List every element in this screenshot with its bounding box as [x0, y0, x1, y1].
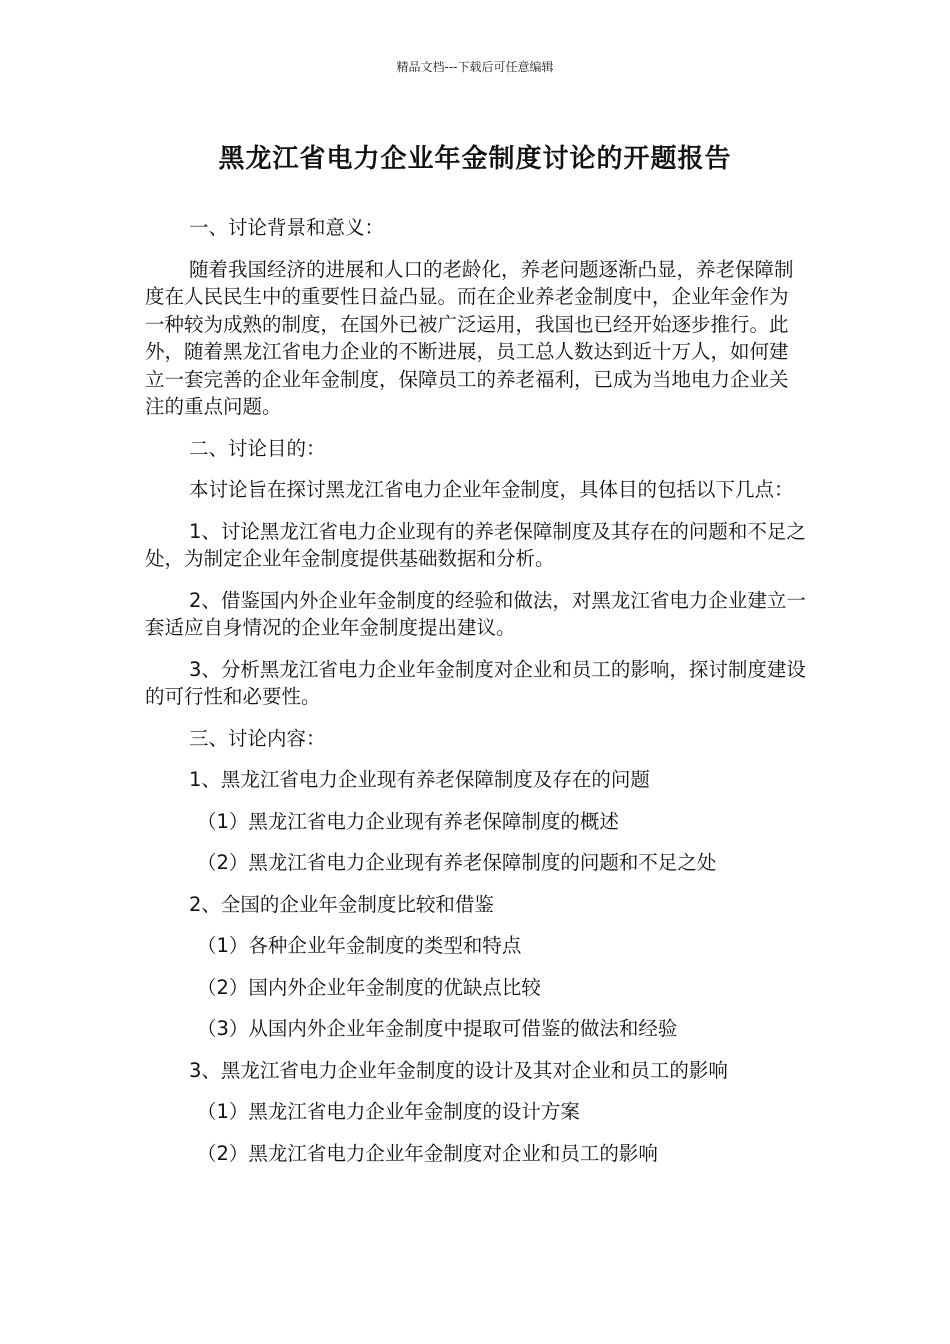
purpose-item: 3、分析黑龙江省电力企业年金制度对企业和员工的影响，探讨制度建设的可行性和必要性。: [145, 657, 806, 708]
outline-item-level2: （3）从国内外企业年金制度中提取可借鉴的做法和经验: [197, 1017, 678, 1040]
outline-item-level2: （2）黑龙江省电力企业现有养老保障制度的问题和不足之处: [197, 851, 717, 874]
section-heading-background: 一、讨论背景和意义：: [189, 216, 385, 239]
outline-item-level1: 1、黑龙江省电力企业现有养老保障制度及存在的问题: [189, 768, 650, 791]
document-body: [145, 214, 807, 1181]
paragraph-purpose-intro: 本讨论旨在探讨黑龙江省电力企业年金制度，具体目的包括以下几点：: [189, 478, 794, 501]
outline-item-level2: （2）黑龙江省电力企业年金制度对企业和员工的影响: [197, 1141, 658, 1165]
outline-item-level2: （1）黑龙江省电力企业现有养老保障制度的概述: [197, 809, 619, 833]
paragraph-background: 随着我国经济的进展和人口的老龄化，养老问题逐渐凸显，养老保障制度在人民民生中的重要性日益凸显。而在企业养老金制度中，企业年金作为一种较为成熟的制度，在国外已被广泛运用，我国也已经开始逐步推行。此外，随着黑龙江省电力企业的不断进展，员工总人数达到近十万人，如何建立一套完善的企业年金制度，保障员工的养老福利，已成为当地电力企业关注的重点问题。: [145, 257, 794, 418]
page-header: 精品文档---下载后可任意编辑: [396, 60, 554, 74]
purpose-item: 1、讨论黑龙江省电力企业现有的养老保障制度及其存在的问题和不足之处，为制定企业年金制度提供基础数据和分析。: [145, 519, 806, 570]
outline-item-level2: （1）各种企业年金制度的类型和特点: [197, 934, 522, 957]
outline-item-level2: （1）黑龙江省电力企业年金制度的设计方案: [197, 1100, 580, 1123]
section-heading-purpose: 二、讨论目的：: [189, 436, 326, 460]
document-title: 黑龙江省电力企业年金制度讨论的开题报告: [218, 144, 732, 174]
section-heading-content: 三、讨论内容：: [189, 726, 326, 750]
outline-item-level1: 2、全国的企业年金制度比较和借鉴: [189, 892, 494, 916]
outline-item-level2: （2）国内外企业年金制度的优缺点比较: [197, 975, 541, 999]
purpose-item: 2、借鉴国内外企业年金制度的经验和做法，对黑龙江省电力企业建立一套适应自身情况的企业年金制度提出建议。: [145, 588, 806, 639]
outline-item-level1: 3、黑龙江省电力企业年金制度的设计及其对企业和员工的影响: [189, 1058, 728, 1082]
